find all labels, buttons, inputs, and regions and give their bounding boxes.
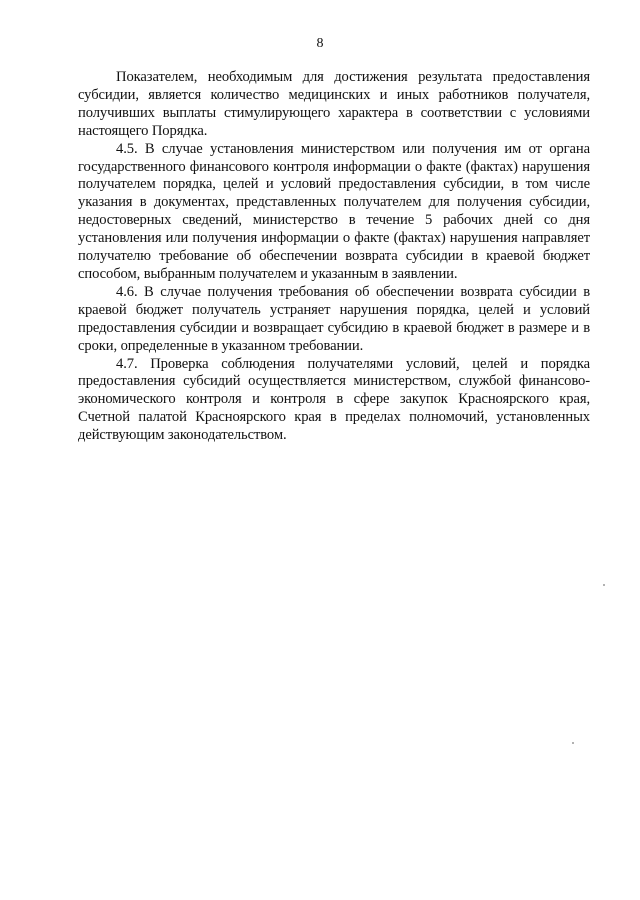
paragraph-4-5: 4.5. В случае установления министерством или получения им от органа государственного финансового контроля информации о факте (фактах) нарушения получателем порядка, целей и условий предоставления субсидии, в том числе указания в документах, представленных получателем для получения субсидии, недостоверных сведений, министерство в течение 5 рабочих дней со дня установления или получения информации о факте (фактах) нарушения направляет получателю требование об обеспечении возврата субсидии в краевой бюджет способом, выбранным получателем и указанным в заявлении.	[78, 140, 590, 282]
scan-speck	[603, 584, 605, 586]
scan-speck	[572, 742, 574, 744]
page-number: 8	[316, 36, 324, 51]
document-body	[78, 69, 590, 445]
paragraph-indicator: Показателем, необходимым для достижения результата предоставления субсидии, является количество медицинских и иных работников получателя, получивших выплаты стимулирующего характера в соответствии с условиями настоящего Порядка.	[78, 69, 590, 139]
paragraph-4-6: 4.6. В случае получения требования об обеспечении возврата субсидии в краевой бюджет получатель устраняет нарушения порядка, целей и условий предоставления субсидии и возвращает субсидию в краевой бюджет в размере и в сроки, определенные в указанном требовании.	[78, 283, 590, 354]
paragraph-4-7: 4.7. Проверка соблюдения получателями условий, целей и порядка предоставления субсидий осуществляется министерством, службой финансово-экономического контроля и контроля в сфере закупок Красноярского края, Счетной палатой Красноярского края в пределах полномочий, установленных действующим законодательством.	[78, 355, 590, 444]
